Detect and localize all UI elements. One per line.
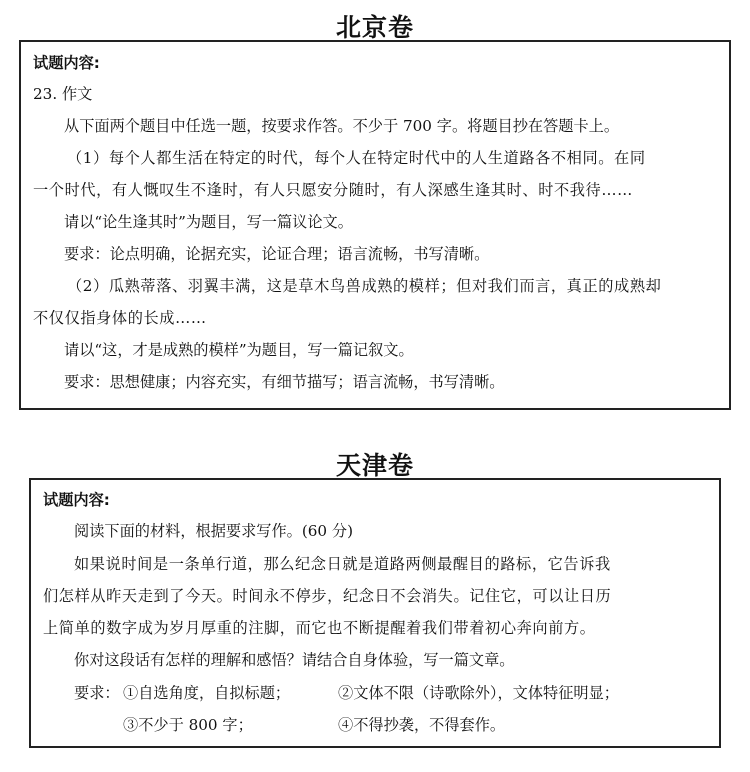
beijing-intro: 从下面两个题目中任选一题，按要求作答。不少于 700 字。将题目抄在答题卡上。 bbox=[64, 117, 620, 135]
beijing-question-box bbox=[19, 40, 731, 410]
tianjin-requirement-4: ④不得抄袭，不得套作。 bbox=[338, 716, 506, 734]
beijing-topic1-line1: （1）每个人都生活在特定的时代，每个人在特定时代中的人生道路各不相同。在同 bbox=[67, 149, 646, 167]
tianjin-material-line3: 上简单的数字成为岁月厚重的注脚，而它也不断提醒着我们带着初心奔向前方。 bbox=[43, 619, 596, 637]
tianjin-requirement-3: ③不少于 800 字； bbox=[123, 716, 253, 734]
tianjin-question-box bbox=[29, 478, 721, 748]
beijing-topic1-requirements: 要求：论点明确，论据充实，论证合理；语言流畅，书写清晰。 bbox=[64, 245, 490, 263]
beijing-title: 北京卷 bbox=[335, 13, 414, 42]
tianjin-material-line1: 如果说时间是一条单行道，那么纪念日就是道路两侧最醒目的路标，它告诉我 bbox=[74, 555, 611, 573]
beijing-topic1-prompt: 请以“论生逢其时”为题目，写一篇议论文。 bbox=[64, 213, 353, 231]
tianjin-question: 你对这段话有怎样的理解和感悟？请结合自身体验，写一篇文章。 bbox=[74, 651, 515, 669]
beijing-topic1-line2: 一个时代，有人慨叹生不逢时，有人只愿安分随时，有人深感生逢其时、时不我待…… bbox=[33, 181, 633, 199]
tianjin-requirement-2: ②文体不限（诗歌除外），文体特征明显； bbox=[338, 684, 619, 702]
tianjin-material-line2: 们怎样从昨天走到了今天。时间永不停步，纪念日不会消失。记住它，可以让日历 bbox=[43, 587, 612, 605]
tianjin-intro: 阅读下面的材料，根据要求写作。(60 分) bbox=[74, 522, 354, 540]
tianjin-requirements-label: 要求： bbox=[74, 684, 120, 702]
tianjin-content-label: 试题内容: bbox=[43, 491, 110, 509]
beijing-topic2-line1: （2）瓜熟蒂落、羽翼丰满，这是草木鸟兽成熟的模样；但对我们而言，真正的成熟却 bbox=[67, 277, 662, 295]
beijing-content-label: 试题内容: bbox=[33, 54, 100, 72]
beijing-topic2-line2: 不仅仅指身体的长成…… bbox=[33, 309, 207, 327]
beijing-question-number: 23. 作文 bbox=[33, 85, 93, 103]
beijing-topic2-prompt: 请以“这，才是成熟的模样”为题目，写一篇记叙文。 bbox=[64, 341, 414, 359]
beijing-topic2-requirements: 要求：思想健康；内容充实，有细节描写；语言流畅，书写清晰。 bbox=[64, 373, 505, 391]
tianjin-requirement-1: ①自选角度，自拟标题； bbox=[123, 684, 291, 702]
tianjin-title: 天津卷 bbox=[335, 451, 414, 480]
